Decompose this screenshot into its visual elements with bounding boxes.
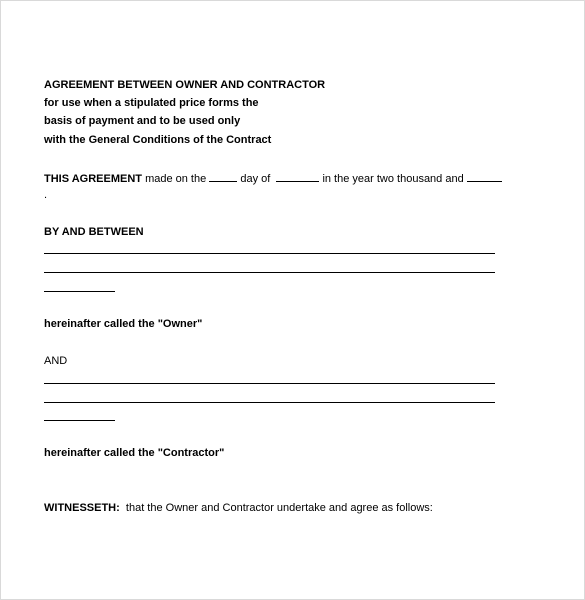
- agreement-label: THIS AGREEMENT: [44, 173, 142, 185]
- agreement-period: .: [44, 189, 48, 201]
- day-of-text: day of: [240, 173, 271, 185]
- day-blank[interactable]: [209, 171, 237, 182]
- subtitle-line-3: with the General Conditions of the Contract: [44, 134, 272, 146]
- witness-line: [44, 502, 433, 515]
- owner-label: hereinafter called the "Owner": [44, 318, 203, 330]
- and-text: AND: [44, 355, 68, 367]
- agreement-title: AGREEMENT BETWEEN OWNER AND CONTRACTOR: [44, 79, 326, 91]
- agreement-line: [44, 171, 502, 186]
- year-text: in the year two thousand and: [322, 173, 464, 185]
- made-on-text: made on the: [145, 173, 207, 185]
- year-blank[interactable]: [467, 171, 502, 182]
- month-blank[interactable]: [276, 171, 319, 182]
- contractor-blank-line-1[interactable]: [44, 383, 495, 384]
- owner-blank-line-3[interactable]: [44, 291, 115, 292]
- subtitle-line-2: basis of payment and to be used only: [44, 115, 241, 127]
- witness-text: that the Owner and Contractor undertake and agree as follows:: [125, 502, 433, 514]
- witness-label: WITNESSETH:: [44, 502, 120, 514]
- owner-blank-line-2[interactable]: [44, 272, 495, 273]
- subtitle-line-1: for use when a stipulated price forms the: [44, 97, 259, 109]
- contractor-blank-line-3[interactable]: [44, 420, 115, 421]
- contractor-blank-line-2[interactable]: [44, 402, 495, 403]
- owner-blank-line-1[interactable]: [44, 253, 495, 254]
- contractor-label: hereinafter called the "Contractor": [44, 447, 225, 459]
- by-and-between-heading: BY AND BETWEEN: [44, 226, 144, 238]
